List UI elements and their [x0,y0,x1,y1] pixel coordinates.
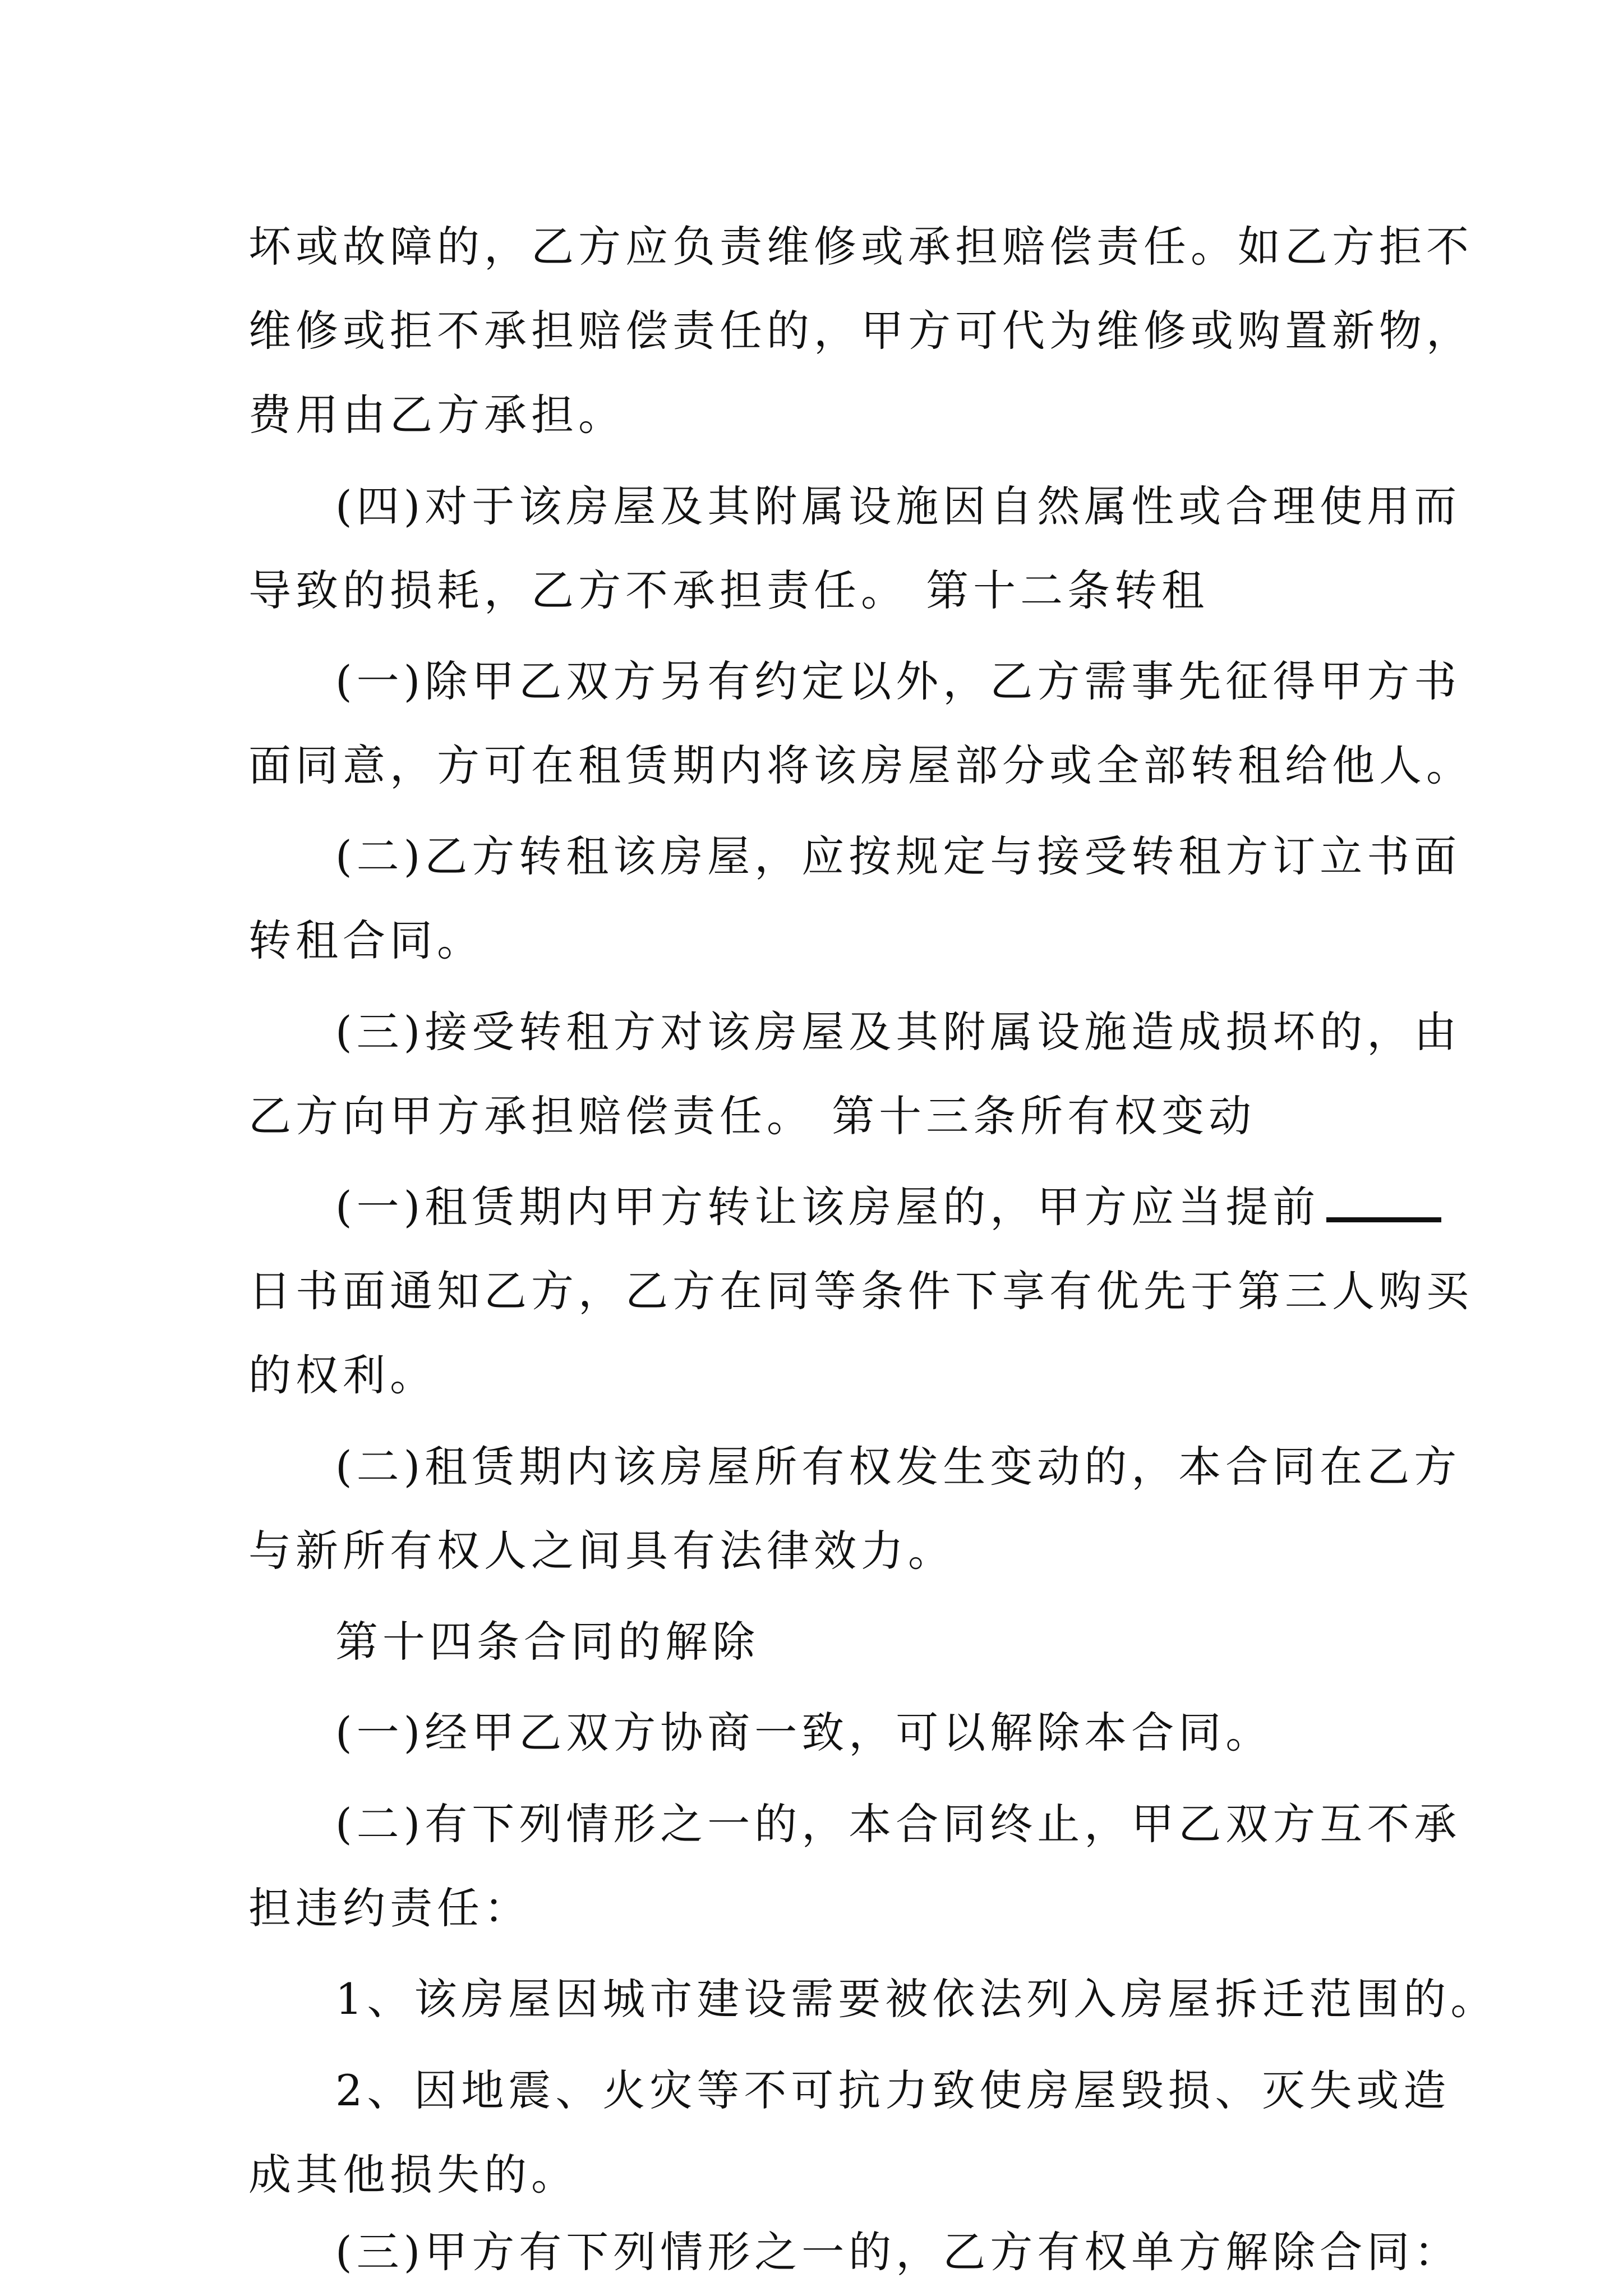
text-line: 担违约责任： [248,1883,531,1933]
text-line: (二)乙方转租该房屋，应按规定与接受转租方订立书面 [335,831,1461,881]
text-line: 乙方向甲方承担赔偿责任。 第十三条所有权变动 [248,1091,1256,1141]
text-line: (一)除甲乙双方另有约定以外，乙方需事先征得甲方书 [335,656,1461,706]
section-heading: 第十四条合同的解除 [335,1617,759,1667]
fill-in-blank [1326,1213,1441,1222]
text-line: 费用由乙方承担。 [248,390,625,440]
text-line: (一)经甲乙双方协商一致，可以解除本合同。 [335,1708,1273,1757]
text-line: (三)甲方有下列情形之一的，乙方有权单方解除合同： [335,2227,1461,2277]
text-line: 日书面通知乙方，乙方在同等条件下享有优先于第三人购买 [248,1266,1473,1316]
text-line: 1、该房屋因城市建设需要被依法列入房屋拆迁范围的。 [335,1974,1498,2024]
text-line: 的权利。 [248,1350,437,1400]
text-line: (二)租赁期内该房屋所有权发生变动的，本合同在乙方 [335,1442,1461,1492]
text-line: 与新所有权人之间具有法律效力。 [248,1526,955,1576]
text-line: 维修或拒不承担赔偿责任的，甲方可代为维修或购置新物， [248,306,1473,356]
text-line: 转租合同。 [248,915,484,965]
text-line: 成其他损失的。 [248,2150,578,2200]
text-line: (二)有下列情形之一的，本合同终止，甲乙双方互不承 [335,1799,1461,1849]
text-line: 坏或故障的，乙方应负责维修或承担赔偿责任。如乙方拒不 [248,222,1473,272]
text-line: 导致的损耗，乙方不承担责任。 第十二条转租 [248,565,1209,615]
text-line: 2、因地震、火灾等不可抗力致使房屋毁损、灭失或造 [335,2065,1451,2115]
text-line-with-blank [335,1165,1393,1249]
text-segment: (一)租赁期内甲方转让该房屋的，甲方应当提前 [335,1182,1320,1232]
text-line: (四)对于该房屋及其附属设施因自然属性或合理使用而 [335,481,1461,531]
text-line: 面同意，方可在租赁期内将该房屋部分或全部转租给他人。 [248,740,1473,790]
text-line: (三)接受转租方对该房屋及其附属设施造成损坏的，由 [335,1007,1461,1057]
